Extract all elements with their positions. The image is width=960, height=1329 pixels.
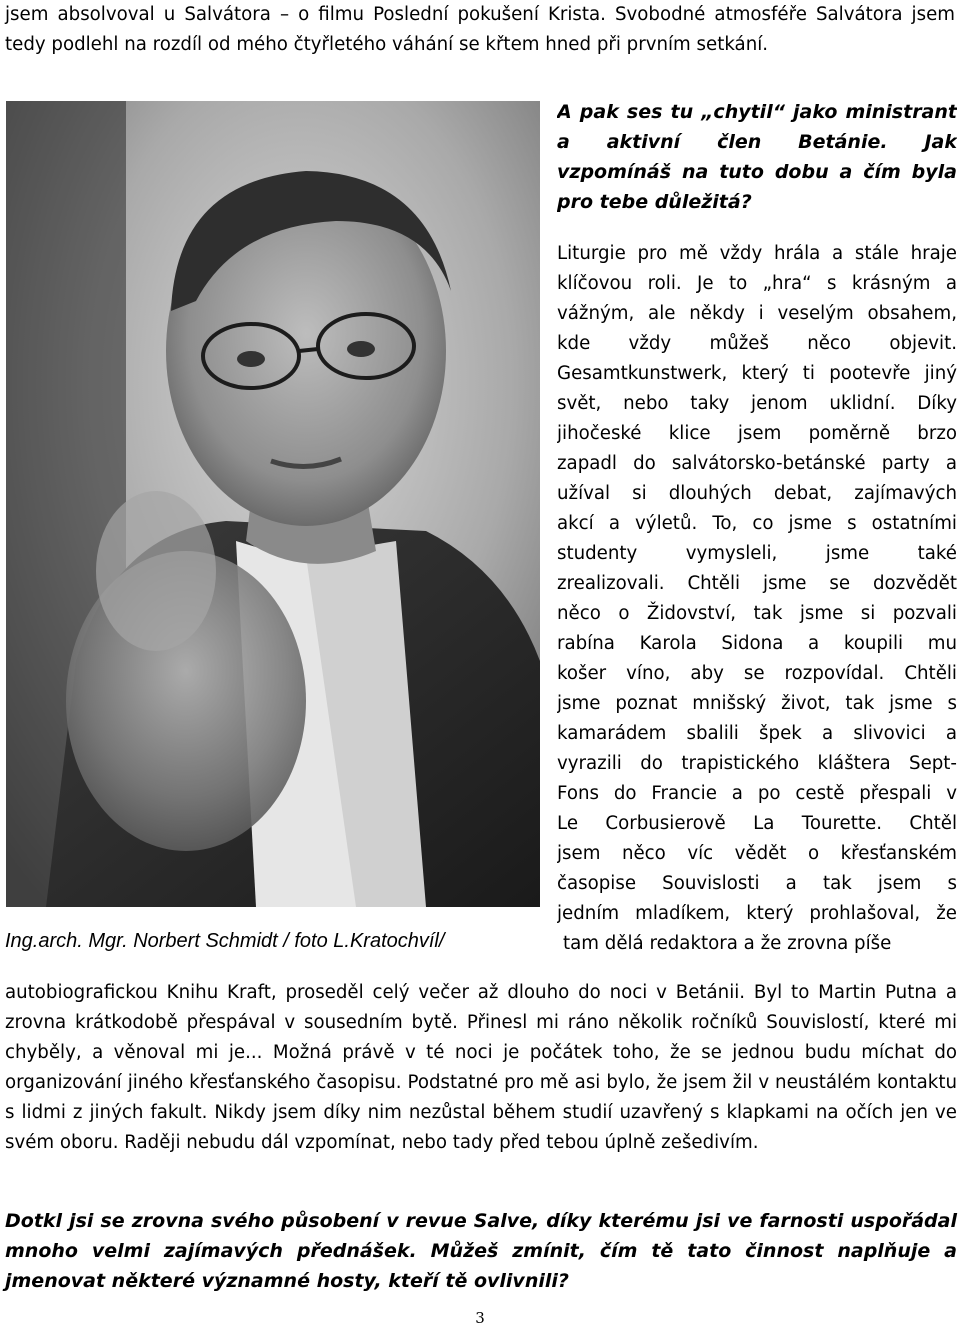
- answer-line: něco o Židovství, tak jsme si pozvali: [557, 603, 957, 624]
- question-line: pro tebe důležitá?: [557, 191, 752, 213]
- answer-1: [557, 239, 957, 959]
- answer-line: časopise Souvislosti a tak jsem s: [557, 873, 957, 894]
- question-line: a aktivní člen Betánie. Jak: [557, 131, 957, 153]
- answer-line: akcí a výletů. To, co jsme s ostatními: [557, 513, 957, 534]
- answer-line: Liturgie pro mě vždy hrála a stále hraje: [557, 243, 957, 264]
- answer-line: zapadl do salvátorsko-betánské party a: [557, 453, 957, 474]
- answer-line: jedním mladíkem, který prohlašoval, že: [557, 903, 957, 924]
- question-line: A pak ses tu „chytil“ jako ministrant: [557, 101, 957, 123]
- answer-1-continuation: [5, 978, 957, 1158]
- answer-line: vážným, ale někdy i veselým obsahem,: [557, 303, 957, 324]
- page-number: 3: [475, 1309, 485, 1327]
- answer-line: jsme poznat mnišský život, tak jsme s: [557, 693, 957, 714]
- answer-line: kamarádem sbalili špek a slivovici a: [557, 723, 957, 744]
- top-paragraph: [5, 0, 955, 60]
- question-2: [5, 1206, 957, 1296]
- question-2-text: Dotkl jsi se zrovna svého působení v revue Salve, díky kterému jsi ve farnosti uspořádal mnoho velmi zajímavých přednášek. Můžeš zmínit, čím tě tato činnost naplňuje a jmenovat některé významné hosty, kteří tě ovlivnili?: [5, 1210, 957, 1292]
- answer-line: jsem něco víc vědět o křesťanském: [557, 843, 957, 864]
- portrait-image: [6, 101, 540, 907]
- answer-line: Gesamtkunstwerk, který ti pootevře jiný: [557, 363, 957, 384]
- answer-line: Le Corbusierově La Tourette. Chtěl: [557, 813, 957, 834]
- answer-line: kde vždy můžeš něco objevit.: [557, 333, 957, 354]
- answer-line: zrealizovali. Chtěli jsme se dozvědět: [557, 573, 957, 594]
- photo-caption: Ing.arch. Mgr. Norbert Schmidt / foto L.Kratochvíl/: [5, 930, 445, 952]
- portrait-photo: [6, 101, 540, 907]
- answer-line: jihočeské klice jsem poměrně brzo: [557, 423, 957, 444]
- answer-line: košer víno, aby se rozpovídal. Chtěli: [557, 663, 957, 684]
- question-1: [557, 101, 957, 221]
- question-line: vzpomínáš na tuto dobu a čím byla: [557, 161, 957, 183]
- answer-line: svět, nebo taky jenom uklidní. Díky: [557, 393, 957, 414]
- answer-line: studenty vymysleli, jsme také: [557, 543, 957, 564]
- answer-line: tam dělá redaktora a že zrovna píše: [563, 933, 892, 954]
- answer-line: vyrazili do trapistického kláštera Sept-: [557, 753, 957, 774]
- answer-line: rabína Karola Sidona a koupili mu: [557, 633, 957, 654]
- top-paragraph-text: jsem absolvoval u Salvátora – o filmu Poslední pokušení Krista. Svobodné atmosféře Salvátora jsem tedy podlehl na rozdíl od mého čtyřletého váhání se křtem hned při prvním setkání.: [5, 4, 955, 55]
- answer-line: Fons do Francie a po cestě přespali v: [557, 783, 957, 804]
- answer-line: užíval si dlouhých debat, zajímavých: [557, 483, 957, 504]
- answer-line: klíčovou roli. Je to „hra“ s krásným a: [557, 273, 957, 294]
- answer-1-continuation-text: autobiografickou Knihu Kraft, proseděl celý večer až dlouho do noci v Betánii. Byl to Martin Putna a zrovna krátkodobě přespával v sousedním bytě. Přinesl mi ráno několik ročníků Souvislostí, které mi chyběly, a věnoval mi je... Možná právě v té noci je počátek toho, že se jednou budu míchat do organizování jiného křesťanského časopisu. Podstatné pro mě asi bylo, že jsem žil v neustálém kontaktu s lidmi z jiných fakult. Nikdy jsem díky nim nezůstal během studií uzavřený s klapkami na očích jen ve svém oboru. Raději nebudu dál vzpomínat, nebo tady před tebou úplně zešedivím.: [5, 982, 957, 1153]
